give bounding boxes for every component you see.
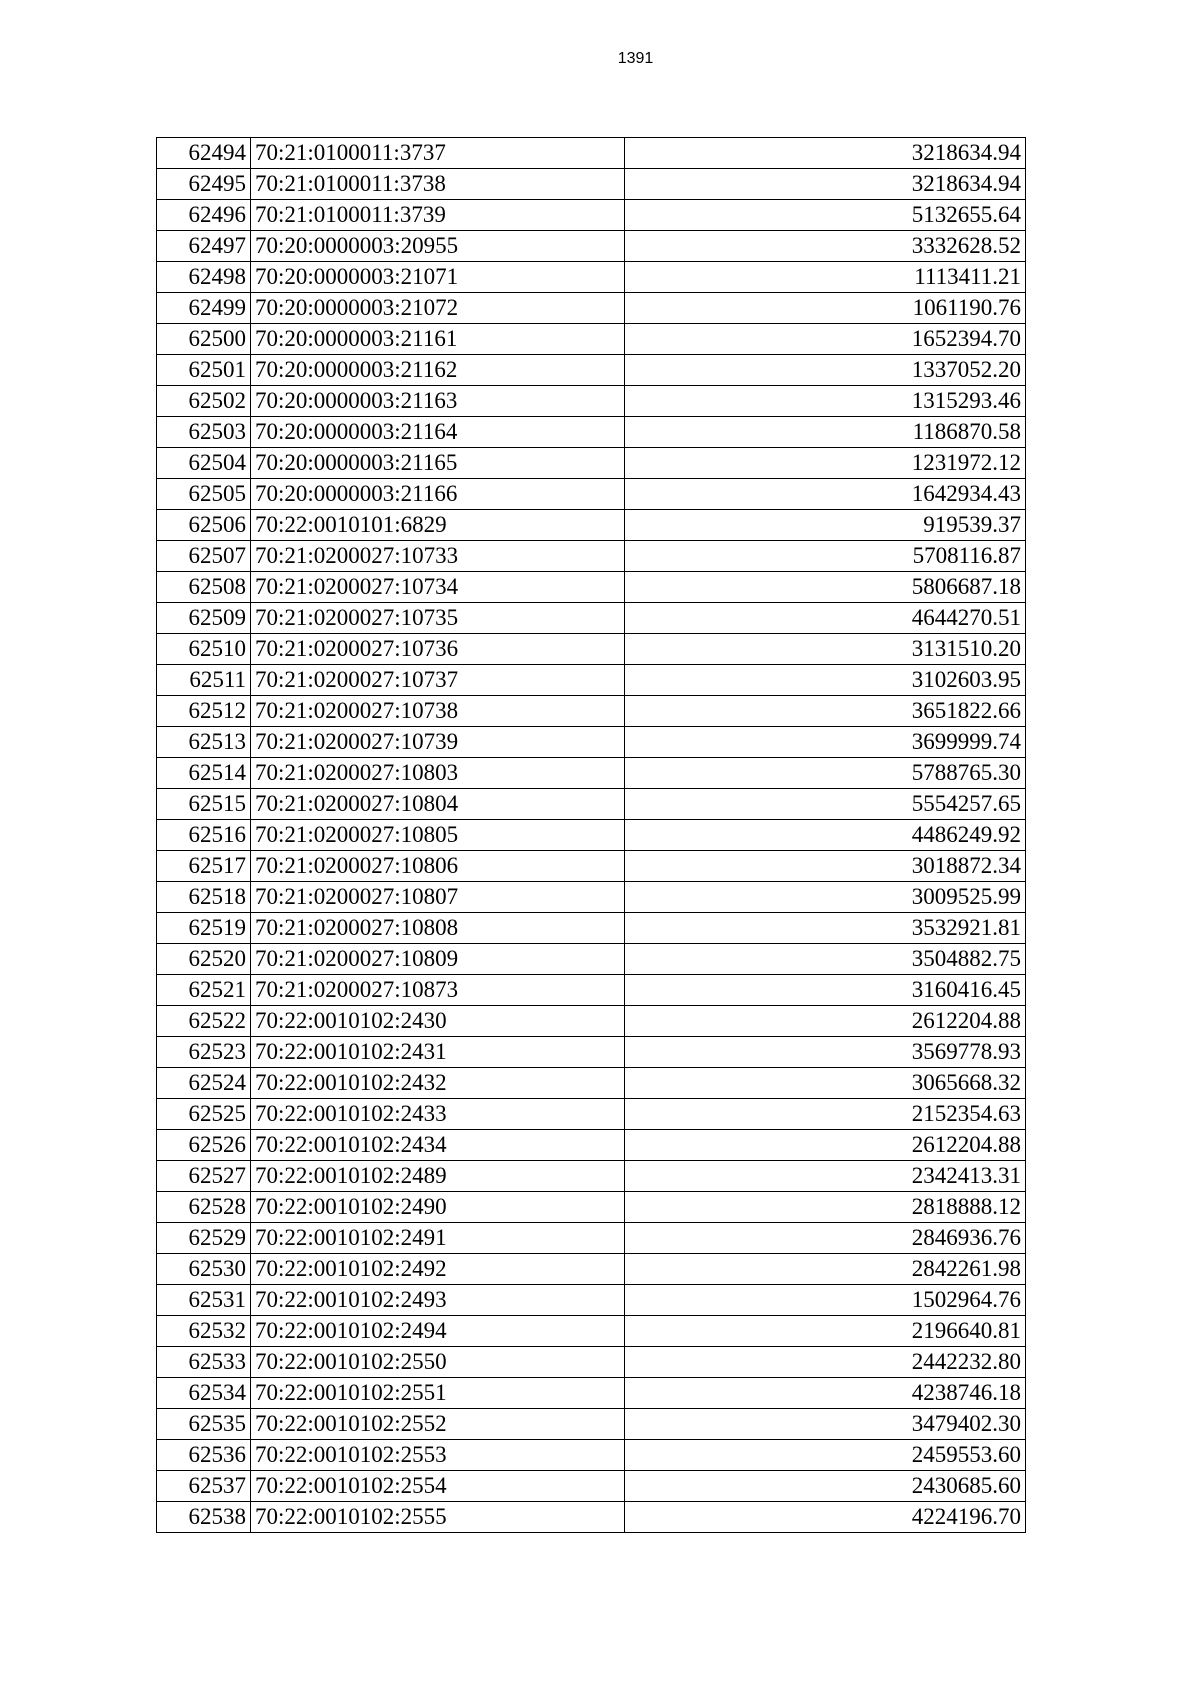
cadastral-number-cell: 70:22:0010102:2550 <box>251 1347 625 1378</box>
row-number-cell: 62522 <box>157 1006 251 1037</box>
cadastral-value-cell: 5132655.64 <box>625 200 1026 231</box>
table-row <box>157 1192 1026 1223</box>
cadastral-value-cell: 3651822.66 <box>625 696 1026 727</box>
cadastral-value-cell: 3332628.52 <box>625 231 1026 262</box>
cadastral-value-cell: 3479402.30 <box>625 1409 1026 1440</box>
cadastral-number-cell: 70:22:0010102:2553 <box>251 1440 625 1471</box>
table-row <box>157 1316 1026 1347</box>
cadastral-value-cell: 5806687.18 <box>625 572 1026 603</box>
cadastral-number-cell: 70:22:0010102:2431 <box>251 1037 625 1068</box>
cadastral-value-cell: 3532921.81 <box>625 913 1026 944</box>
cadastral-value-cell: 1315293.46 <box>625 386 1026 417</box>
row-number-cell: 62504 <box>157 448 251 479</box>
cadastral-number-cell: 70:22:0010102:2493 <box>251 1285 625 1316</box>
cadastral-number-cell: 70:21:0200027:10806 <box>251 851 625 882</box>
row-number-cell: 62532 <box>157 1316 251 1347</box>
row-number-cell: 62521 <box>157 975 251 1006</box>
table-row <box>157 572 1026 603</box>
cadastral-value-cell: 2342413.31 <box>625 1161 1026 1192</box>
table-row <box>157 634 1026 665</box>
cadastral-number-cell: 70:21:0100011:3739 <box>251 200 625 231</box>
cadastral-number-cell: 70:20:0000003:21162 <box>251 355 625 386</box>
table-row <box>157 138 1026 169</box>
row-number-cell: 62520 <box>157 944 251 975</box>
table-row <box>157 1378 1026 1409</box>
table-row <box>157 696 1026 727</box>
cadastral-value-cell: 1337052.20 <box>625 355 1026 386</box>
table-row <box>157 1099 1026 1130</box>
cadastral-number-cell: 70:21:0200027:10805 <box>251 820 625 851</box>
table-row <box>157 603 1026 634</box>
cadastral-value-cell: 1652394.70 <box>625 324 1026 355</box>
cadastral-number-cell: 70:21:0200027:10804 <box>251 789 625 820</box>
cadastral-number-cell: 70:21:0200027:10734 <box>251 572 625 603</box>
cadastral-number-cell: 70:22:0010102:2491 <box>251 1223 625 1254</box>
table-row <box>157 1223 1026 1254</box>
cadastral-number-cell: 70:20:0000003:21161 <box>251 324 625 355</box>
row-number-cell: 62530 <box>157 1254 251 1285</box>
cadastral-value-cell: 1231972.12 <box>625 448 1026 479</box>
cadastral-value-cell: 1113411.21 <box>625 262 1026 293</box>
cadastral-number-cell: 70:22:0010102:2492 <box>251 1254 625 1285</box>
cadastral-number-cell: 70:21:0200027:10738 <box>251 696 625 727</box>
row-number-cell: 62524 <box>157 1068 251 1099</box>
row-number-cell: 62516 <box>157 820 251 851</box>
row-number-cell: 62519 <box>157 913 251 944</box>
cadastral-value-cell: 2196640.81 <box>625 1316 1026 1347</box>
row-number-cell: 62495 <box>157 169 251 200</box>
table-row <box>157 1006 1026 1037</box>
row-number-cell: 62518 <box>157 882 251 913</box>
table-row <box>157 541 1026 572</box>
table-row <box>157 262 1026 293</box>
row-number-cell: 62535 <box>157 1409 251 1440</box>
cadastral-number-cell: 70:22:0010102:2552 <box>251 1409 625 1440</box>
row-number-cell: 62538 <box>157 1502 251 1533</box>
row-number-cell: 62502 <box>157 386 251 417</box>
cadastral-value-cell: 2818888.12 <box>625 1192 1026 1223</box>
cadastral-value-cell: 4644270.51 <box>625 603 1026 634</box>
cadastral-value-cell: 2430685.60 <box>625 1471 1026 1502</box>
cadastral-number-cell: 70:21:0200027:10873 <box>251 975 625 1006</box>
cadastral-value-cell: 1186870.58 <box>625 417 1026 448</box>
cadastral-value-cell: 2842261.98 <box>625 1254 1026 1285</box>
row-number-cell: 62494 <box>157 138 251 169</box>
table-row <box>157 789 1026 820</box>
cadastral-number-cell: 70:22:0010102:2489 <box>251 1161 625 1192</box>
table-row <box>157 510 1026 541</box>
cadastral-number-cell: 70:22:0010102:2430 <box>251 1006 625 1037</box>
cadastral-number-cell: 70:22:0010102:2433 <box>251 1099 625 1130</box>
table-row <box>157 851 1026 882</box>
table-row <box>157 200 1026 231</box>
cadastral-value-cell: 4238746.18 <box>625 1378 1026 1409</box>
cadastral-number-cell: 70:22:0010102:2494 <box>251 1316 625 1347</box>
table-row <box>157 417 1026 448</box>
cadastral-value-cell: 3218634.94 <box>625 169 1026 200</box>
table-row <box>157 727 1026 758</box>
row-number-cell: 62515 <box>157 789 251 820</box>
cadastral-value-cell: 2846936.76 <box>625 1223 1026 1254</box>
cadastral-number-cell: 70:21:0200027:10808 <box>251 913 625 944</box>
page-number: 1391 <box>617 50 654 67</box>
row-number-cell: 62529 <box>157 1223 251 1254</box>
row-number-cell: 62531 <box>157 1285 251 1316</box>
cadastral-number-cell: 70:22:0010102:2551 <box>251 1378 625 1409</box>
table-row <box>157 882 1026 913</box>
row-number-cell: 62503 <box>157 417 251 448</box>
table-row <box>157 1161 1026 1192</box>
table-row <box>157 169 1026 200</box>
cadastral-number-cell: 70:21:0200027:10739 <box>251 727 625 758</box>
cadastral-value-table <box>156 137 1026 1533</box>
row-number-cell: 62514 <box>157 758 251 789</box>
row-number-cell: 62537 <box>157 1471 251 1502</box>
cadastral-value-cell: 1502964.76 <box>625 1285 1026 1316</box>
row-number-cell: 62505 <box>157 479 251 510</box>
cadastral-number-cell: 70:21:0200027:10733 <box>251 541 625 572</box>
cadastral-value-cell: 2612204.88 <box>625 1130 1026 1161</box>
cadastral-number-cell: 70:22:0010102:2432 <box>251 1068 625 1099</box>
table-row <box>157 386 1026 417</box>
table-row <box>157 479 1026 510</box>
table-row <box>157 758 1026 789</box>
row-number-cell: 62498 <box>157 262 251 293</box>
row-number-cell: 62499 <box>157 293 251 324</box>
cadastral-value-cell: 3102603.95 <box>625 665 1026 696</box>
cadastral-value-cell: 3218634.94 <box>625 138 1026 169</box>
row-number-cell: 62501 <box>157 355 251 386</box>
cadastral-number-cell: 70:22:0010102:2554 <box>251 1471 625 1502</box>
cadastral-number-cell: 70:21:0200027:10736 <box>251 634 625 665</box>
table-row <box>157 293 1026 324</box>
cadastral-value-cell: 919539.37 <box>625 510 1026 541</box>
cadastral-value-cell: 3131510.20 <box>625 634 1026 665</box>
cadastral-number-cell: 70:20:0000003:21072 <box>251 293 625 324</box>
cadastral-value-cell: 5708116.87 <box>625 541 1026 572</box>
cadastral-value-cell: 2459553.60 <box>625 1440 1026 1471</box>
table-row <box>157 1347 1026 1378</box>
cadastral-value-cell: 4486249.92 <box>625 820 1026 851</box>
row-number-cell: 62527 <box>157 1161 251 1192</box>
table-row <box>157 1409 1026 1440</box>
row-number-cell: 62506 <box>157 510 251 541</box>
cadastral-number-cell: 70:20:0000003:21071 <box>251 262 625 293</box>
cadastral-number-cell: 70:21:0200027:10737 <box>251 665 625 696</box>
row-number-cell: 62536 <box>157 1440 251 1471</box>
table-row <box>157 944 1026 975</box>
cadastral-value-cell: 3009525.99 <box>625 882 1026 913</box>
cadastral-number-cell: 70:21:0200027:10735 <box>251 603 625 634</box>
row-number-cell: 62523 <box>157 1037 251 1068</box>
cadastral-value-cell: 3065668.32 <box>625 1068 1026 1099</box>
cadastral-number-cell: 70:20:0000003:21165 <box>251 448 625 479</box>
table-row <box>157 1471 1026 1502</box>
table-row <box>157 448 1026 479</box>
cadastral-value-cell: 2442232.80 <box>625 1347 1026 1378</box>
table-row <box>157 1285 1026 1316</box>
cadastral-number-cell: 70:22:0010101:6829 <box>251 510 625 541</box>
cadastral-value-cell: 2152354.63 <box>625 1099 1026 1130</box>
row-number-cell: 62525 <box>157 1099 251 1130</box>
cadastral-number-cell: 70:21:0200027:10807 <box>251 882 625 913</box>
cadastral-value-cell: 2612204.88 <box>625 1006 1026 1037</box>
row-number-cell: 62509 <box>157 603 251 634</box>
table-row <box>157 913 1026 944</box>
cadastral-value-cell: 5788765.30 <box>625 758 1026 789</box>
table-row <box>157 1037 1026 1068</box>
table-row <box>157 1502 1026 1533</box>
cadastral-number-cell: 70:21:0100011:3737 <box>251 138 625 169</box>
cadastral-value-cell: 3699999.74 <box>625 727 1026 758</box>
cadastral-value-cell: 3018872.34 <box>625 851 1026 882</box>
cadastral-number-cell: 70:20:0000003:21163 <box>251 386 625 417</box>
cadastral-value-cell: 5554257.65 <box>625 789 1026 820</box>
row-number-cell: 62512 <box>157 696 251 727</box>
cadastral-value-cell: 3504882.75 <box>625 944 1026 975</box>
cadastral-number-cell: 70:21:0200027:10803 <box>251 758 625 789</box>
table-row <box>157 324 1026 355</box>
cadastral-number-cell: 70:21:0100011:3738 <box>251 169 625 200</box>
table-row <box>157 355 1026 386</box>
cadastral-number-cell: 70:20:0000003:20955 <box>251 231 625 262</box>
table-row <box>157 820 1026 851</box>
cadastral-number-cell: 70:22:0010102:2434 <box>251 1130 625 1161</box>
table-row <box>157 1130 1026 1161</box>
row-number-cell: 62511 <box>157 665 251 696</box>
table-row <box>157 1440 1026 1471</box>
table-row <box>157 975 1026 1006</box>
row-number-cell: 62517 <box>157 851 251 882</box>
cadastral-value-cell: 4224196.70 <box>625 1502 1026 1533</box>
row-number-cell: 62497 <box>157 231 251 262</box>
cadastral-number-cell: 70:20:0000003:21164 <box>251 417 625 448</box>
row-number-cell: 62496 <box>157 200 251 231</box>
row-number-cell: 62526 <box>157 1130 251 1161</box>
table-row <box>157 665 1026 696</box>
cadastral-value-cell: 1642934.43 <box>625 479 1026 510</box>
row-number-cell: 62534 <box>157 1378 251 1409</box>
row-number-cell: 62507 <box>157 541 251 572</box>
table-row <box>157 231 1026 262</box>
row-number-cell: 62513 <box>157 727 251 758</box>
row-number-cell: 62508 <box>157 572 251 603</box>
table-row <box>157 1254 1026 1285</box>
row-number-cell: 62510 <box>157 634 251 665</box>
cadastral-number-cell: 70:20:0000003:21166 <box>251 479 625 510</box>
cadastral-value-cell: 3569778.93 <box>625 1037 1026 1068</box>
row-number-cell: 62500 <box>157 324 251 355</box>
table-row <box>157 1068 1026 1099</box>
cadastral-number-cell: 70:22:0010102:2555 <box>251 1502 625 1533</box>
cadastral-number-cell: 70:21:0200027:10809 <box>251 944 625 975</box>
table-body <box>157 138 1026 1533</box>
cadastral-number-cell: 70:22:0010102:2490 <box>251 1192 625 1223</box>
cadastral-value-cell: 3160416.45 <box>625 975 1026 1006</box>
row-number-cell: 62533 <box>157 1347 251 1378</box>
row-number-cell: 62528 <box>157 1192 251 1223</box>
cadastral-value-cell: 1061190.76 <box>625 293 1026 324</box>
